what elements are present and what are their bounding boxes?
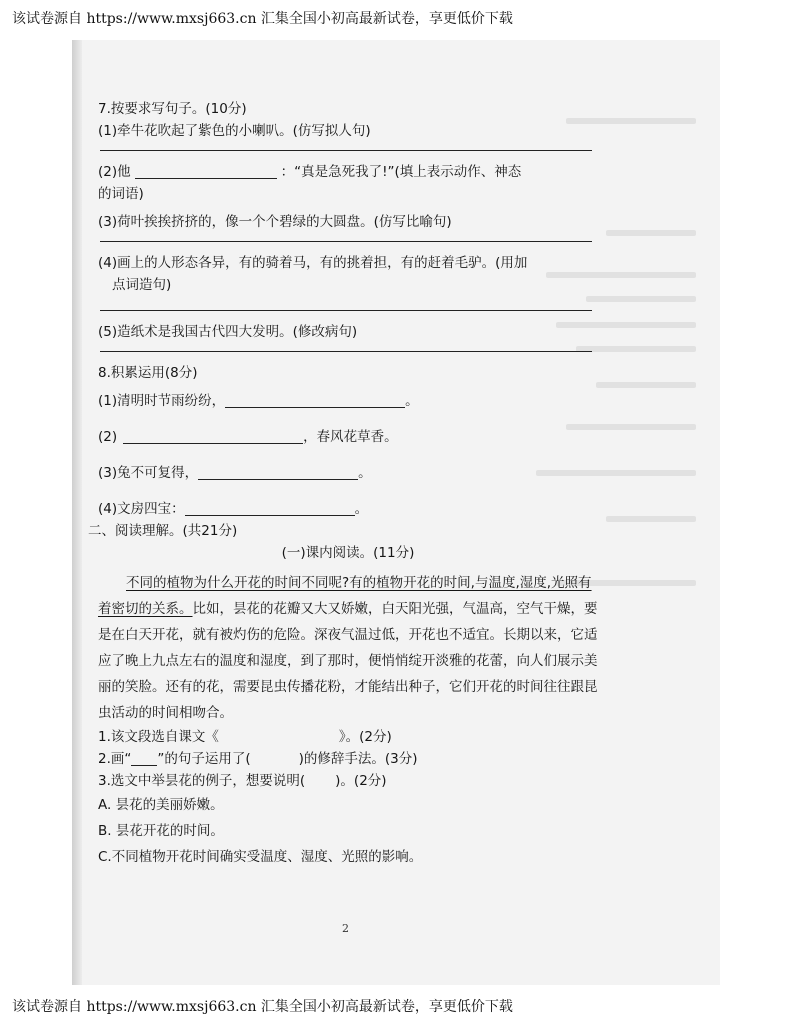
page-number: 2 xyxy=(342,922,349,935)
q7-item-5: (5)造纸术是我国古代四大发明。(修改病句) xyxy=(98,324,358,340)
option-c[interactable]: C.不同植物开花时间确实受温度、湿度、光照的影响。 xyxy=(98,849,423,865)
bleed-through xyxy=(606,516,696,522)
answer-blank[interactable] xyxy=(123,428,303,444)
answer-blank[interactable] xyxy=(135,163,277,179)
option-a[interactable]: A. 昙花的美丽娇嫩。 xyxy=(98,797,224,813)
bleed-through xyxy=(596,382,696,388)
q8-title: 8.积累运用(8分) xyxy=(98,365,198,381)
q7-item-3: (3)荷叶挨挨挤挤的，像一个个碧绿的大圆盘。(仿写比喻句) xyxy=(98,214,452,230)
answer-blank[interactable] xyxy=(198,464,358,480)
question-2: 2.画“ ”的句子运用了( )的修辞手法。(3分) xyxy=(98,751,418,767)
reading-passage: 不同的植物为什么开花的时间不同呢?有的植物开花的时间,与温度,湿度,光照有着密切的关系。比如，昙花的花瓣又大又娇嫩，白天阳光强，气温高，空气干燥，要是在白天开花，就有被灼伤的危险。深夜气温过低，开花也不适宜。长期以来，它适应了晚上九点左右的温度和湿度，到了那时，便悄悄绽开淡雅的花蕾，向人们展示美丽的笑脸。还有的花，需要昆虫传播花粉，才能结出种子，它们开花的时间往往跟昆虫活动的时间相吻合。 xyxy=(98,575,598,721)
q7-item-1: (1)牵牛花吹起了紫色的小喇叭。(仿写拟人句) xyxy=(98,123,371,139)
bleed-through xyxy=(586,296,696,302)
section-2-title: 二、阅读理解。(共21分) xyxy=(88,523,238,539)
source-banner-bottom: 该试卷源自 https://www.mxsj663.cn 汇集全国小初高最新试卷，享更低价下载 xyxy=(12,999,513,1015)
question-3: 3.选文中举昙花的例子，想要说明( )。(2分) xyxy=(98,773,387,789)
underlined-sentence: 不同的植物为什么开花的时间不同呢?有的植物开花的时间,与温度,湿度,光照有着密切的关系。 xyxy=(98,575,592,617)
answer-line[interactable] xyxy=(100,310,592,311)
q8-item-1: (1)清明时节雨纷纷， 。 xyxy=(98,393,419,409)
option-b[interactable]: B. 昙花开花的时间。 xyxy=(98,823,224,839)
q8-item-4: (4)文房四宝： 。 xyxy=(98,501,369,517)
exam-content xyxy=(88,98,598,870)
q7-item-4-cont: 点词造句) xyxy=(112,277,172,293)
question-1: 1.该文段选自课文《 》。(2分) xyxy=(98,729,392,745)
answer-blank[interactable] xyxy=(185,500,355,516)
scan-edge-shadow xyxy=(72,40,82,985)
q7-title: 7.按要求写句子。(10分) xyxy=(98,101,247,117)
answer-line[interactable] xyxy=(100,150,592,151)
q8-item-2: (2) ，春风花草香。 xyxy=(98,429,398,445)
source-banner-top: 该试卷源自 https://www.mxsj663.cn 汇集全国小初高最新试卷，享更低价下载 xyxy=(12,11,513,27)
q7-item-2-cont: 的词语) xyxy=(98,186,144,202)
section-2-subtitle: (一)课内阅读。(11分) xyxy=(281,545,415,561)
bleed-through xyxy=(606,230,696,236)
q7-item-4: (4)画上的人形态各异，有的骑着马，有的挑着担，有的赶着毛驴。(用加 xyxy=(98,255,528,271)
q8-item-3: (3)兔不可复得， 。 xyxy=(98,465,372,481)
q7-item-2: (2)他 ：“真是急死我了!”(填上表示动作、神态 xyxy=(98,164,522,180)
answer-line[interactable] xyxy=(100,241,592,242)
answer-blank[interactable] xyxy=(225,392,405,408)
underline-mark xyxy=(131,750,157,766)
answer-line[interactable] xyxy=(100,351,592,352)
